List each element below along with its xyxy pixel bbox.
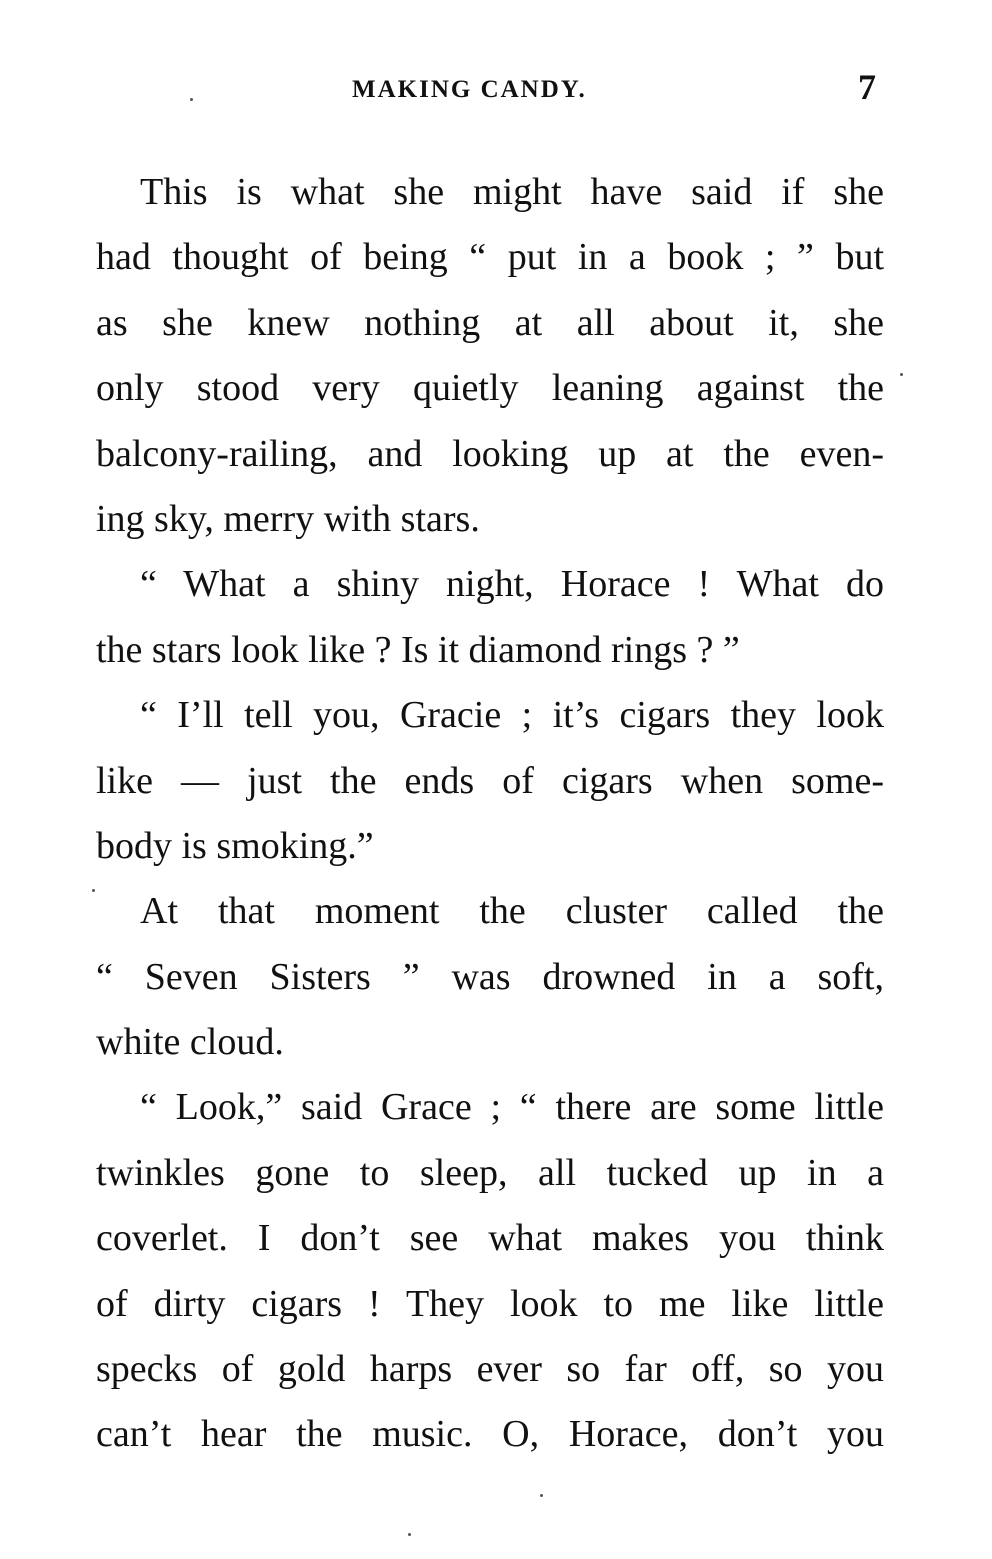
page-number: 7	[858, 67, 876, 107]
text-line: body is smoking.”	[96, 824, 374, 867]
text-line: twinkles gone to sleep, all tucked up in a	[96, 1151, 884, 1194]
text-line: can’t hear the music. O, Horace, don’t you	[96, 1413, 884, 1456]
text-line: of dirty cigars ! They look to me like little	[96, 1282, 884, 1325]
text-line: balcony-railing, and looking up at the even-	[96, 432, 884, 475]
scan-speck	[900, 373, 903, 376]
text-line: “ Seven Sisters ” was drowned in a soft,	[96, 955, 884, 998]
text-line: had thought of being “ put in a book ; ” but	[96, 236, 884, 279]
text-line: “ Look,” said Grace ; “ there are some little	[140, 1086, 884, 1129]
text-line: the stars look like ? Is it diamond rings ? ”	[96, 628, 740, 671]
text-line: This is what she might have said if she	[140, 171, 884, 213]
running-head	[0, 64, 992, 114]
scan-speck	[92, 889, 95, 892]
text-line: “ What a shiny night, Horace ! What do	[140, 563, 884, 606]
text-line: specks of gold harps ever so far off, so you	[96, 1348, 884, 1391]
text-line: ing sky, merry with stars.	[96, 497, 480, 540]
text-line: white cloud.	[96, 1021, 284, 1064]
running-title: MAKING CANDY.	[352, 76, 587, 103]
text-line: like — just the ends of cigars when some-	[96, 759, 884, 802]
text-line: only stood very quietly leaning against the	[96, 367, 884, 410]
scan-speck	[190, 98, 193, 101]
scan-speck	[540, 1494, 543, 1497]
scan-speck	[408, 1533, 411, 1536]
text-line: as she knew nothing at all about it, she	[96, 301, 884, 344]
text-line: “ I’ll tell you, Gracie ; it’s cigars they look	[140, 694, 884, 737]
body-text	[96, 160, 884, 1468]
text-line: coverlet. I don’t see what makes you think	[96, 1217, 884, 1260]
text-line: At that moment the cluster called the	[140, 890, 884, 933]
